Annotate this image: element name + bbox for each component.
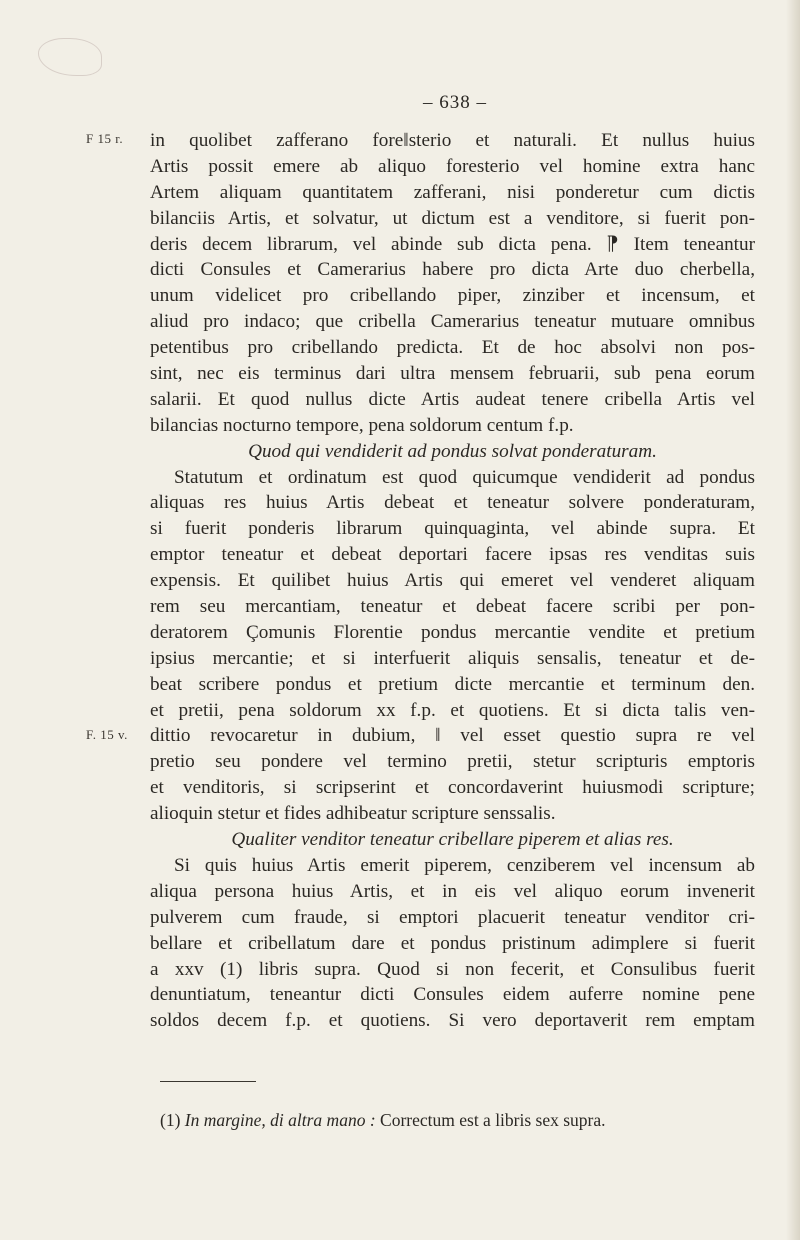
text-line: aliud pro indaco; que cribella Camerarius teneatur mutuare omnibus: [150, 311, 755, 333]
page-edge: [786, 0, 800, 1240]
footnote-text: Correctum est a libris sex supra.: [380, 1110, 606, 1130]
footnote-marker: (1): [160, 1110, 181, 1130]
text-line: et venditoris, si scripserint et concordaverint huiusmodi scripture;: [150, 777, 755, 799]
text-line: dittio revocaretur in dubium, ‖ vel esset questio supra re vel: [150, 725, 755, 747]
section-heading: Quod qui vendiderit ad pondus solvat ponderaturam.: [248, 440, 657, 462]
text-line: bellare et cribellatum dare et pondus pristinum adimplere si fuerit: [150, 932, 755, 954]
footnote: [160, 1110, 760, 1131]
text-line: in quolibet zafferano fore‖sterio et naturali. Et nullus huius: [150, 130, 755, 151]
text-line: unum videlicet pro cribellando piper, zinziber et incensum, et: [150, 285, 755, 307]
text-line: a xxv (1) libris supra. Quod si non fecerit, et Consulibus fuerit: [150, 958, 755, 980]
text-line: pulverem cum fraude, si emptori placuerit teneatur venditor cri-: [150, 906, 755, 928]
text-line: Artis possit emere ab aliquo foresterio vel homine extra hanc: [150, 155, 755, 177]
text-line: aliqua persona huius Artis, et in eis vel aliquo eorum invenerit: [150, 880, 755, 902]
text-line: soldos decem f.p. et quotiens. Si vero deportaverit rem emptam: [150, 1010, 755, 1032]
text-line: emptor teneatur et debeat deportari facere ipsas res venditas suis: [150, 544, 755, 566]
text-line: Si quis huius Artis emerit piperem, cenziberem vel incensum ab: [174, 854, 755, 876]
text-line: rem seu mercantiam, teneatur et debeat facere scribi per pon-: [150, 596, 755, 618]
text-line: sint, nec eis terminus dari ultra mensem februarii, sub pena eorum: [150, 363, 755, 385]
margin-note-f15v: F. 15 v.: [86, 727, 128, 742]
text-line: deris decem librarum, vel abinde sub dicta pena. ⁋ Item teneantur: [150, 233, 755, 255]
text-line: beat scribere pondus et pretium dicte mercantie et terminum den.: [150, 673, 755, 695]
text-line: deratorem Çomunis Florentie pondus mercantie vendite et pretium: [150, 621, 755, 643]
paper-stain: [38, 38, 102, 76]
body-text: [150, 128, 755, 1034]
text-line: salarii. Et quod nullus dicte Artis audeat tenere cribella Artis vel: [150, 388, 755, 410]
text-line: expensis. Et quilibet huius Artis qui emeret vel venderet aliquam: [150, 570, 755, 592]
text-line: denuntiatum, teneantur dicti Consules eidem auferre nomine pene: [150, 984, 755, 1006]
text-line: aliquas res huius Artis debeat et teneatur solvere ponderaturam,: [150, 492, 755, 514]
margin-note-f15r: F 15 r.: [86, 131, 124, 146]
page-number: – 638 –: [423, 92, 487, 113]
text-line: pretio seu pondere vel termino pretii, stetur scripturis emptoris: [150, 751, 755, 773]
footnote-italic: In margine, di altra mano :: [184, 1110, 376, 1130]
text-line: bilanciis Artis, et solvatur, ut dictum est a venditore, si fuerit pon-: [150, 207, 755, 229]
text-line: petentibus pro cribellando predicta. Et de hoc absolvi non pos-: [150, 337, 755, 359]
text-line: ipsius mercantie; et si interfuerit aliquis sensalis, teneatur et de-: [150, 647, 755, 669]
text-line: Artem aliquam quantitatem zafferani, nisi ponderetur cum dictis: [150, 181, 755, 203]
text-line: alioquin stetur et fides adhibeatur scripture senssalis.: [150, 803, 556, 825]
section-heading: Qualiter venditor teneatur cribellare piperem et alias res.: [231, 829, 674, 851]
text-line: Statutum et ordinatum est quod quicumque vendiderit ad pondus: [174, 466, 755, 488]
text-line: si fuerit ponderis librarum quinquaginta, vel abinde supra. Et: [150, 518, 755, 540]
footnote-rule: [160, 1081, 256, 1082]
text-line: bilancias nocturno tempore, pena soldorum centum f.p.: [150, 414, 574, 436]
text-line: dicti Consules et Camerarius habere pro dicta Arte duo cherbella,: [150, 259, 755, 281]
text-line: et pretii, pena soldorum xx f.p. et quotiens. Et si dicta talis ven-: [150, 699, 755, 721]
